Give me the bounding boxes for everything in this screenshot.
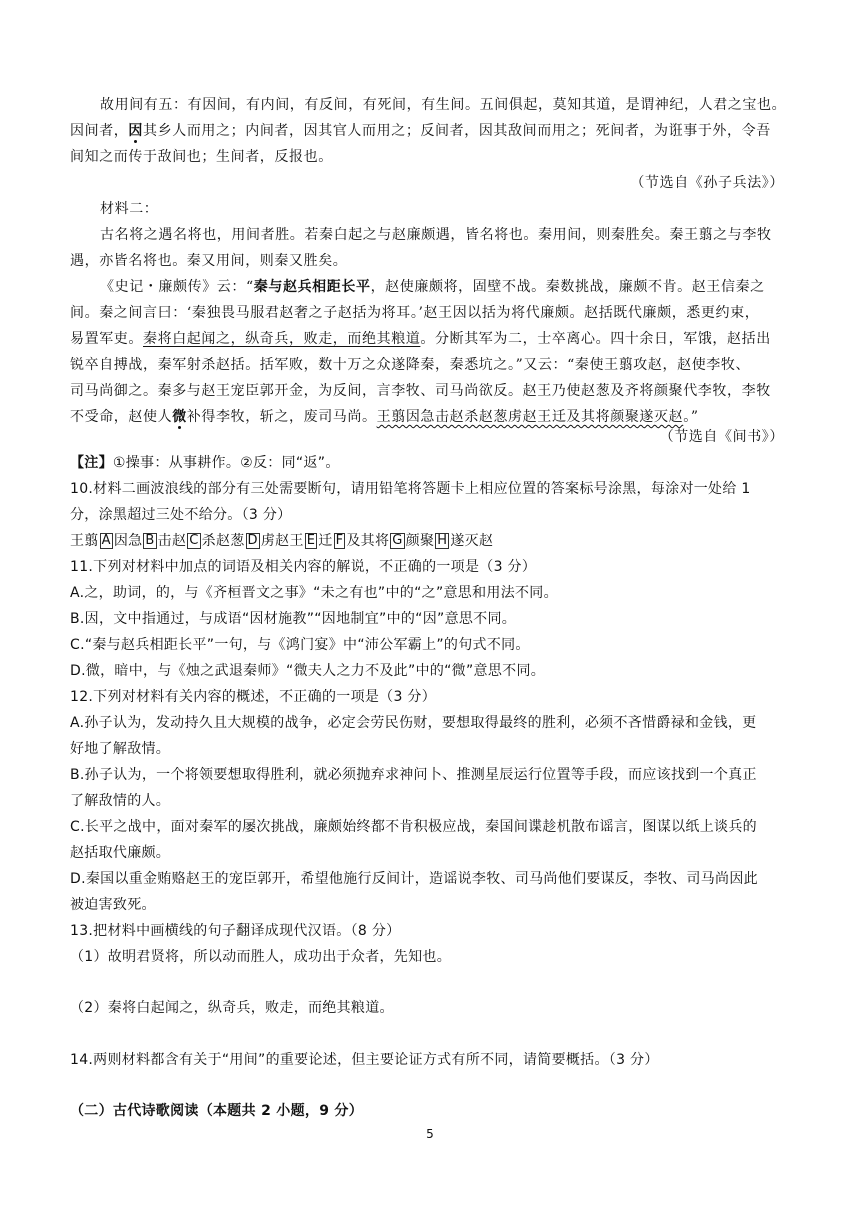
material2-line (70, 329, 792, 349)
material2-line: 间。秦之间言曰：‘秦独畏马服君赵奢之子赵括为将耳。’赵王因以括为将代廉颇。赵括既代廉颇，悉更约束， (70, 305, 760, 321)
material1-line (70, 95, 792, 115)
seq-text: 迁 (318, 533, 333, 549)
seq-text: 王翦 (70, 533, 99, 549)
q12-option-a: A.孙子认为，发动持久且大规模的战争，必定会劳民伤财，要想取得最终的胜利，必须不吝惜爵禄和金钱，更 (70, 715, 757, 731)
material2-source: （节选自《间书》） (659, 429, 784, 445)
q12-option-a-cont: 好地了解敌情。 (70, 741, 171, 757)
q11-option-d: D.微，暗中，与《烛之武退秦师》“微夫人之力不及此”中的“微”意思不同。 (70, 663, 546, 679)
bold-sentence: 秦与赵兵相距长平 (253, 279, 371, 295)
material2-line (70, 407, 792, 427)
q12-option-d: D.秦国以重金贿赂赵王的宠臣郭开，希望他施行反间计，造谣说李牧、司马尚他们要谋反，李牧、司马尚因此 (70, 871, 758, 887)
q11-option-b: B.因，文中指通过，与成语“因材施教”“因地制宜”中的“因”意思不同。 (70, 611, 517, 627)
material2-line: 遇，亦皆名将也。秦又用间，则秦又胜矣。 (70, 253, 348, 269)
underlined-sentence: 秦将白起闻之，纵奇兵，败走，而绝其粮道 (143, 331, 421, 347)
option-box-h[interactable]: H (437, 533, 448, 548)
q12-option-c-cont: 赵括取代廉颇。 (70, 845, 171, 861)
material1-line (70, 147, 792, 167)
text: 不受命，赵使人 (70, 409, 173, 425)
dotted-word-yin: 因 (128, 123, 144, 139)
option-box-f[interactable]: F (335, 533, 344, 548)
seq-text: 因急 (113, 533, 143, 549)
page-number: 5 (426, 1127, 434, 1141)
seq-text: 击赵 (157, 533, 187, 549)
material2-line: 古名将之遇名将也，用间者胜。若秦白起之与赵廉颇遇，皆名将也。秦用间，则秦胜矣。秦王翦之与李牧 (100, 227, 772, 243)
q12-option-c: C.长平之战中，面对秦军的屡次挑战，廉颇始终都不肯积极应战，秦国间谍趁机散布谣言，图谋以纸上谈兵的 (70, 819, 757, 835)
material2-line: 司马尚御之。秦多与赵王宠臣郭开金，为反间，言李牧、司马尚欲反。赵王乃使赵葱及齐将颜聚代李牧，李牧 (70, 383, 771, 399)
material1-source: （节选自《孙子兵法》） (630, 175, 784, 191)
seq-text: 颜聚 (405, 533, 435, 549)
question-14: 14.两则材料都含有关于“用间”的重要论述，但主要论证方式有所不同，请简要概括。（3 分） (70, 1052, 659, 1068)
note-label: 【注】 (70, 455, 113, 471)
material2-line: 锐卒自搏战，秦军射杀赵括。括军败，数十万之众遂降秦，秦悉坑之。”又云：“秦使王翦攻赵，赵使李牧、 (70, 357, 751, 373)
option-box-d[interactable]: D (247, 533, 258, 548)
question-10-line2: 分，涂黑超过三处不给分。（3 分） (70, 507, 292, 523)
option-box-g[interactable]: G (392, 533, 403, 548)
q12-option-b: B.孙子认为，一个将领要想取得胜利，就必须抛弃求神问卜、推测星辰运行位置等手段，而应该找到一个真正 (70, 767, 757, 783)
q13-sentence-2: （2）秦将白起闻之，纵奇兵，败走，而绝其粮道。 (70, 1000, 394, 1016)
option-box-e[interactable]: E (306, 533, 316, 548)
text: 因间者， (70, 123, 129, 139)
question-13: 13.把材料中画横线的句子翻译成现代汉语。（8 分） (70, 923, 401, 939)
note-text: ①操事：从事耕作。②反：同“返”。 (112, 455, 340, 471)
text: 其乡人而用之；内间者，因其官人而用之；反间者，因其敌间而用之；死间者，为诳事于外，令吾 (143, 123, 771, 139)
question-11: 11.下列对材料中加点的词语及相关内容的解说，不正确的一项是（3 分） (70, 559, 537, 575)
material2-title: 材料二： (100, 201, 159, 217)
material1-line (70, 121, 792, 141)
seq-text: 虏赵王 (260, 533, 304, 549)
text: 《史记・廉颇传》云：“ (100, 279, 254, 295)
option-box-c[interactable]: C (189, 533, 199, 548)
section-heading: （二）古代诗歌阅读（本题共 2 小题，9 分） (70, 1103, 364, 1119)
text: 。” (683, 409, 699, 425)
text: 故用间有五：有因间，有内间，有反间，有死间，有生间。五间俱起，莫知其道，是谓神纪，人君之宝也。 (100, 97, 787, 113)
option-box-b[interactable]: B (145, 533, 155, 548)
q10-sequence (70, 531, 792, 551)
text: 。分断其军为二，士卒离心。四十余日，军饿，赵括出 (420, 331, 771, 347)
question-12: 12.下列对材料有关内容的概述，不正确的一项是（3 分） (70, 689, 437, 705)
text: ，赵使廉颇将，固壁不战。秦数挑战，廉颇不肯。赵王信秦之 (370, 279, 765, 295)
wavy-underlined-sentence: 王翦因急击赵杀赵葱虏赵王迁及其将颜聚遂灭赵 (376, 409, 684, 425)
q13-sentence-1: （1）故明君贤将，所以动而胜人，成功出于众者，先知也。 (70, 949, 452, 965)
question-10: 10.材料二画波浪线的部分有三处需要断句，请用铅笔将答题卡上相应位置的答案标号涂黑，每涂对一处给 1 (70, 481, 751, 497)
option-box-a[interactable]: A (101, 533, 111, 548)
seq-text: 杀赵葱 (201, 533, 245, 549)
q11-option-c: C.“秦与赵兵相距长平”一句，与《鸿门宴》中“沛公军霸上”的句式不同。 (70, 637, 530, 653)
text: 补得李牧，斩之，废司马尚。 (186, 409, 377, 425)
text: 间知之而传于敌间也；生间者，反报也。 (70, 149, 333, 165)
q12-option-d-cont: 被迫害致死。 (70, 897, 156, 913)
q11-option-a: A.之，助词，的，与《齐桓晋文之事》“未之有也”中的“之”意思和用法不同。 (70, 585, 558, 601)
dotted-word-wei: 微 (172, 409, 187, 425)
note (70, 453, 792, 473)
seq-text: 及其将 (346, 533, 390, 549)
text: 易置军吏。 (70, 331, 143, 347)
material2-line (70, 277, 792, 297)
seq-text: 遂灭赵 (450, 533, 494, 549)
q12-option-b-cont: 了解敌情的人。 (70, 793, 171, 809)
